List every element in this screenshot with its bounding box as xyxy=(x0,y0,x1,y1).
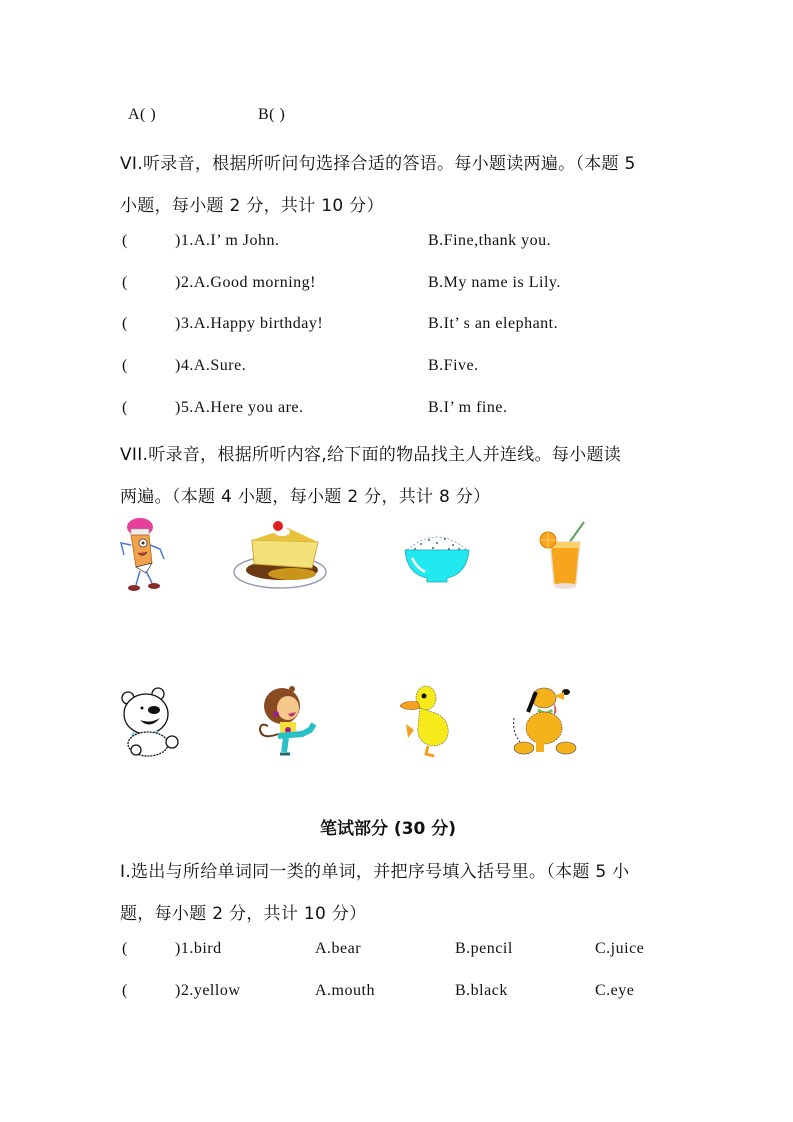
cheesecake-icon xyxy=(232,518,328,590)
monkey-girl-icon xyxy=(258,684,324,758)
option-a: )3.A.Happy birthday! xyxy=(175,315,324,332)
section6-heading-line1: VI.听录音，根据所听问句选择合适的答语。每小题读两遍。（本题 5 xyxy=(120,154,636,174)
answer-a-blank: A( ) xyxy=(128,106,157,123)
section7-heading-line2: 两遍。（本题 4 小题，每小题 2 分，共计 8 分） xyxy=(120,487,491,507)
paren: ( xyxy=(122,357,128,374)
option-b: B.I’ m fine. xyxy=(428,399,508,416)
pencil-character-icon xyxy=(118,515,173,593)
orange-juice-icon xyxy=(536,520,588,592)
answer-b-blank: B( ) xyxy=(258,106,286,123)
rice-bowl-icon xyxy=(403,528,471,586)
paren: ( xyxy=(122,232,128,249)
paren: ( xyxy=(122,982,128,999)
paren: ( xyxy=(122,940,128,957)
polar-bear-icon xyxy=(118,686,182,758)
option-a: )1.A.I’ m John. xyxy=(175,232,280,249)
option-b: B.pencil xyxy=(455,940,513,957)
option-a: A.mouth xyxy=(315,982,375,999)
written-section1-heading-line2: 题，每小题 2 分，共计 10 分） xyxy=(120,904,367,924)
pluto-dog-icon xyxy=(510,682,578,758)
option-b: B.black xyxy=(455,982,508,999)
section6-heading-line2: 小题，每小题 2 分，共计 10 分） xyxy=(120,196,384,216)
paren: ( xyxy=(122,315,128,332)
duck-icon xyxy=(398,682,454,758)
option-a: )4.A.Sure. xyxy=(175,357,247,374)
option-b: B.My name is Lily. xyxy=(428,274,561,291)
written-section-title: 笔试部分 (30 分) xyxy=(320,819,457,839)
question-word: )1.bird xyxy=(175,940,222,957)
paren: ( xyxy=(122,274,128,291)
option-b: B.Fine,thank you. xyxy=(428,232,552,249)
option-a: )2.A.Good morning! xyxy=(175,274,316,291)
option-a: A.bear xyxy=(315,940,362,957)
option-a: )5.A.Here you are. xyxy=(175,399,304,416)
section7-heading-line1: VII.听录音，根据所听内容,给下面的物品找主人并连线。每小题读 xyxy=(120,445,622,465)
question-word: )2.yellow xyxy=(175,982,241,999)
option-c: C.eye xyxy=(595,982,635,999)
option-b: B.It’ s an elephant. xyxy=(428,315,559,332)
option-b: B.Five. xyxy=(428,357,479,374)
paren: ( xyxy=(122,399,128,416)
written-section1-heading-line1: I.选出与所给单词同一类的单词，并把序号填入括号里。（本题 5 小 xyxy=(120,862,630,882)
option-c: C.juice xyxy=(595,940,645,957)
